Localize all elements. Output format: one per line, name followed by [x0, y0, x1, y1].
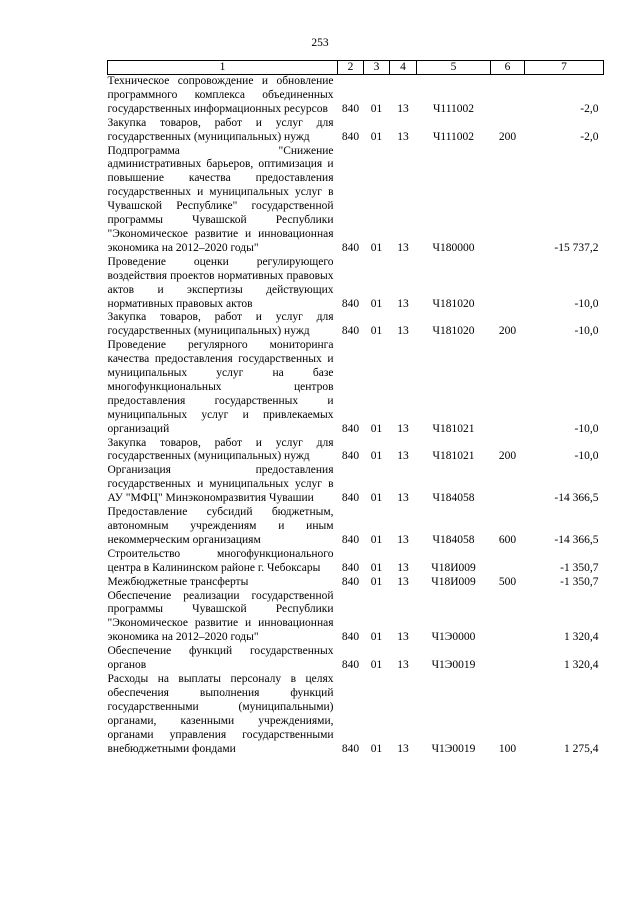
row-col-3: 01 [370, 241, 383, 254]
row-col-4: 13 [397, 325, 409, 338]
row-col-3: 01 [370, 297, 383, 310]
row-name: Подпрограмма "Снижение административных барьеров, оптимизация и повышение качества предоставления государственных и муниципальных услуг в Чувашской Республике" государственной программы Чувашской Республики "Экономическое развитие и инновационная экономика на 2012–2020 годы" [107, 144, 334, 254]
row-col-3: 01 [370, 659, 383, 672]
row-col-3: 01 [370, 492, 383, 505]
row-col-2: 840 [341, 102, 360, 115]
row-col-5: Ч184058 [432, 492, 475, 505]
table-row [108, 145, 604, 256]
row-col-4: 13 [397, 659, 409, 672]
row-name: Расходы на выплаты персоналу в целях обеспечения выполнения функций государственными (муниципальными) органами, казенными учреждениями, органами управления государственными внебюджетными фондами [107, 672, 334, 755]
row-name: Межбюджетные трансферты [107, 575, 249, 588]
row-col-5: Ч1Э0019 [431, 742, 476, 755]
row-col-5: Ч1Э0000 [431, 631, 476, 644]
header-cell-2: 2 [338, 61, 364, 75]
row-name: Организация предоставления государственных и муниципальных услуг в АУ "МФЦ" Минэкономразвития Чувашии [107, 464, 334, 505]
row-name: Техническое сопровождение и обновление программного комплекса объединенных государственных информационных ресурсов [107, 75, 334, 115]
row-col-2: 840 [341, 659, 360, 672]
row-col-6: 500 [498, 575, 517, 588]
row-col-7: -1 350,7 [560, 561, 599, 574]
row-col-2: 840 [341, 631, 360, 644]
row-col-7: 1 320,4 [564, 631, 599, 644]
row-col-3: 01 [370, 742, 383, 755]
row-col-5: Ч18И009 [431, 575, 476, 588]
table-row [108, 117, 604, 145]
row-col-6 [491, 590, 525, 646]
row-col-2: 840 [341, 422, 360, 435]
row-col-4: 13 [397, 742, 409, 755]
table-row [108, 311, 604, 339]
row-col-4: 13 [397, 561, 409, 574]
row-col-3: 01 [370, 561, 383, 574]
row-col-7: -1 350,7 [560, 575, 599, 588]
row-col-2: 840 [341, 450, 360, 463]
row-col-6 [491, 645, 525, 673]
row-col-4: 13 [397, 492, 409, 505]
row-col-5: Ч181020 [432, 297, 475, 310]
row-col-7: 1 275,4 [564, 742, 599, 755]
budget-table [107, 60, 604, 756]
row-col-2: 840 [341, 575, 360, 588]
row-col-6 [491, 464, 525, 506]
table-row [108, 506, 604, 548]
row-col-2: 840 [341, 561, 360, 574]
table-row [108, 437, 604, 465]
table-row [108, 256, 604, 312]
row-col-5: Ч181020 [432, 325, 475, 338]
row-col-5: Ч111002 [432, 102, 475, 115]
row-col-7: -10,0 [574, 297, 599, 310]
table-row [108, 576, 604, 590]
row-name: Предоставление субсидий бюджетным, автономным учреждениям и иным некоммерческим организациям [107, 506, 334, 546]
row-name: Закупка товаров, работ и услуг для государственных (муниципальных) нужд [107, 436, 334, 463]
row-col-3: 01 [370, 631, 383, 644]
row-col-2: 840 [341, 297, 360, 310]
row-name: Проведение регулярного мониторинга качества предоставления государственных и муниципальных услуг на базе многофункциональных центров предоставления государственных и муниципальных услуг и привлекаемых организаций [107, 339, 334, 435]
row-col-5: Ч184058 [432, 533, 475, 546]
row-col-4: 13 [397, 297, 409, 310]
row-name: Закупка товаров, работ и услуг для государственных (муниципальных) нужд [107, 116, 334, 143]
row-col-3: 01 [370, 450, 383, 463]
row-col-6 [491, 548, 525, 576]
row-col-7: 1 320,4 [564, 659, 599, 672]
row-col-2: 840 [341, 492, 360, 505]
row-col-6 [491, 75, 525, 117]
row-col-4: 13 [397, 631, 409, 644]
row-col-3: 01 [370, 130, 383, 143]
table-row [108, 75, 604, 117]
row-name: Закупка товаров, работ и услуг для государственных (муниципальных) нужд [107, 311, 334, 338]
table-row [108, 673, 604, 756]
header-cell-6: 6 [491, 61, 525, 75]
row-col-2: 840 [341, 241, 360, 254]
table-row [108, 464, 604, 506]
row-col-3: 01 [370, 325, 383, 338]
header-row [108, 61, 604, 75]
table-row [108, 339, 604, 436]
table-header [108, 61, 604, 75]
row-name: Проведение оценки регулирующего воздействия проектов нормативных правовых актов и экспертизы действующих нормативных правовых актов [107, 255, 334, 310]
row-col-4: 13 [397, 130, 409, 143]
header-cell-7: 7 [525, 61, 604, 75]
row-col-2: 840 [341, 130, 360, 143]
row-col-4: 13 [397, 422, 409, 435]
table-row [108, 590, 604, 646]
table-row [108, 645, 604, 673]
row-col-6: 100 [498, 742, 517, 755]
header-cell-5: 5 [417, 61, 491, 75]
row-col-7: -10,0 [574, 325, 599, 338]
row-col-6: 600 [498, 533, 517, 546]
table-row [108, 548, 604, 576]
row-col-4: 13 [397, 102, 409, 115]
header-cell-3: 3 [364, 61, 390, 75]
row-col-2: 840 [341, 533, 360, 546]
row-col-7: -10,0 [574, 422, 599, 435]
header-cell-1: 1 [108, 61, 338, 75]
row-col-3: 01 [370, 575, 383, 588]
row-col-7: -2,0 [580, 102, 599, 115]
row-col-3: 01 [370, 422, 383, 435]
row-col-3: 01 [370, 102, 383, 115]
row-col-6 [491, 339, 525, 436]
row-col-7: -10,0 [574, 450, 599, 463]
row-name: Строительство многофункционального центра в Калининском районе г. Чебоксары [107, 547, 334, 574]
row-col-7: -2,0 [580, 130, 599, 143]
row-col-6 [491, 145, 525, 256]
row-col-7: -14 366,5 [554, 492, 599, 505]
row-name: Обеспечение функций государственных органов [107, 645, 334, 672]
row-col-5: Ч181021 [432, 422, 475, 435]
row-col-5: Ч180000 [432, 241, 475, 254]
header-cell-4: 4 [390, 61, 417, 75]
page-number: 253 [311, 37, 329, 49]
row-name: Обеспечение реализации государственной программы Чувашской Республики "Экономическое развитие и инновационная экономика на 2012–2020 годы" [107, 589, 334, 644]
row-col-3: 01 [370, 533, 383, 546]
row-col-4: 13 [397, 450, 409, 463]
table-body [108, 75, 604, 757]
row-col-6: 200 [498, 450, 517, 463]
row-col-7: -14 366,5 [554, 533, 599, 546]
row-col-7: -15 737,2 [554, 241, 599, 254]
row-col-6: 200 [498, 130, 517, 143]
row-col-2: 840 [341, 325, 360, 338]
row-col-6: 200 [498, 325, 517, 338]
row-col-5: Ч18И009 [431, 561, 476, 574]
row-col-5: Ч181021 [432, 450, 475, 463]
row-col-2: 840 [341, 742, 360, 755]
row-col-4: 13 [397, 533, 409, 546]
row-col-5: Ч111002 [432, 130, 475, 143]
row-col-6 [491, 256, 525, 312]
row-col-5: Ч1Э0019 [431, 659, 476, 672]
row-col-4: 13 [397, 241, 409, 254]
row-col-4: 13 [397, 575, 409, 588]
